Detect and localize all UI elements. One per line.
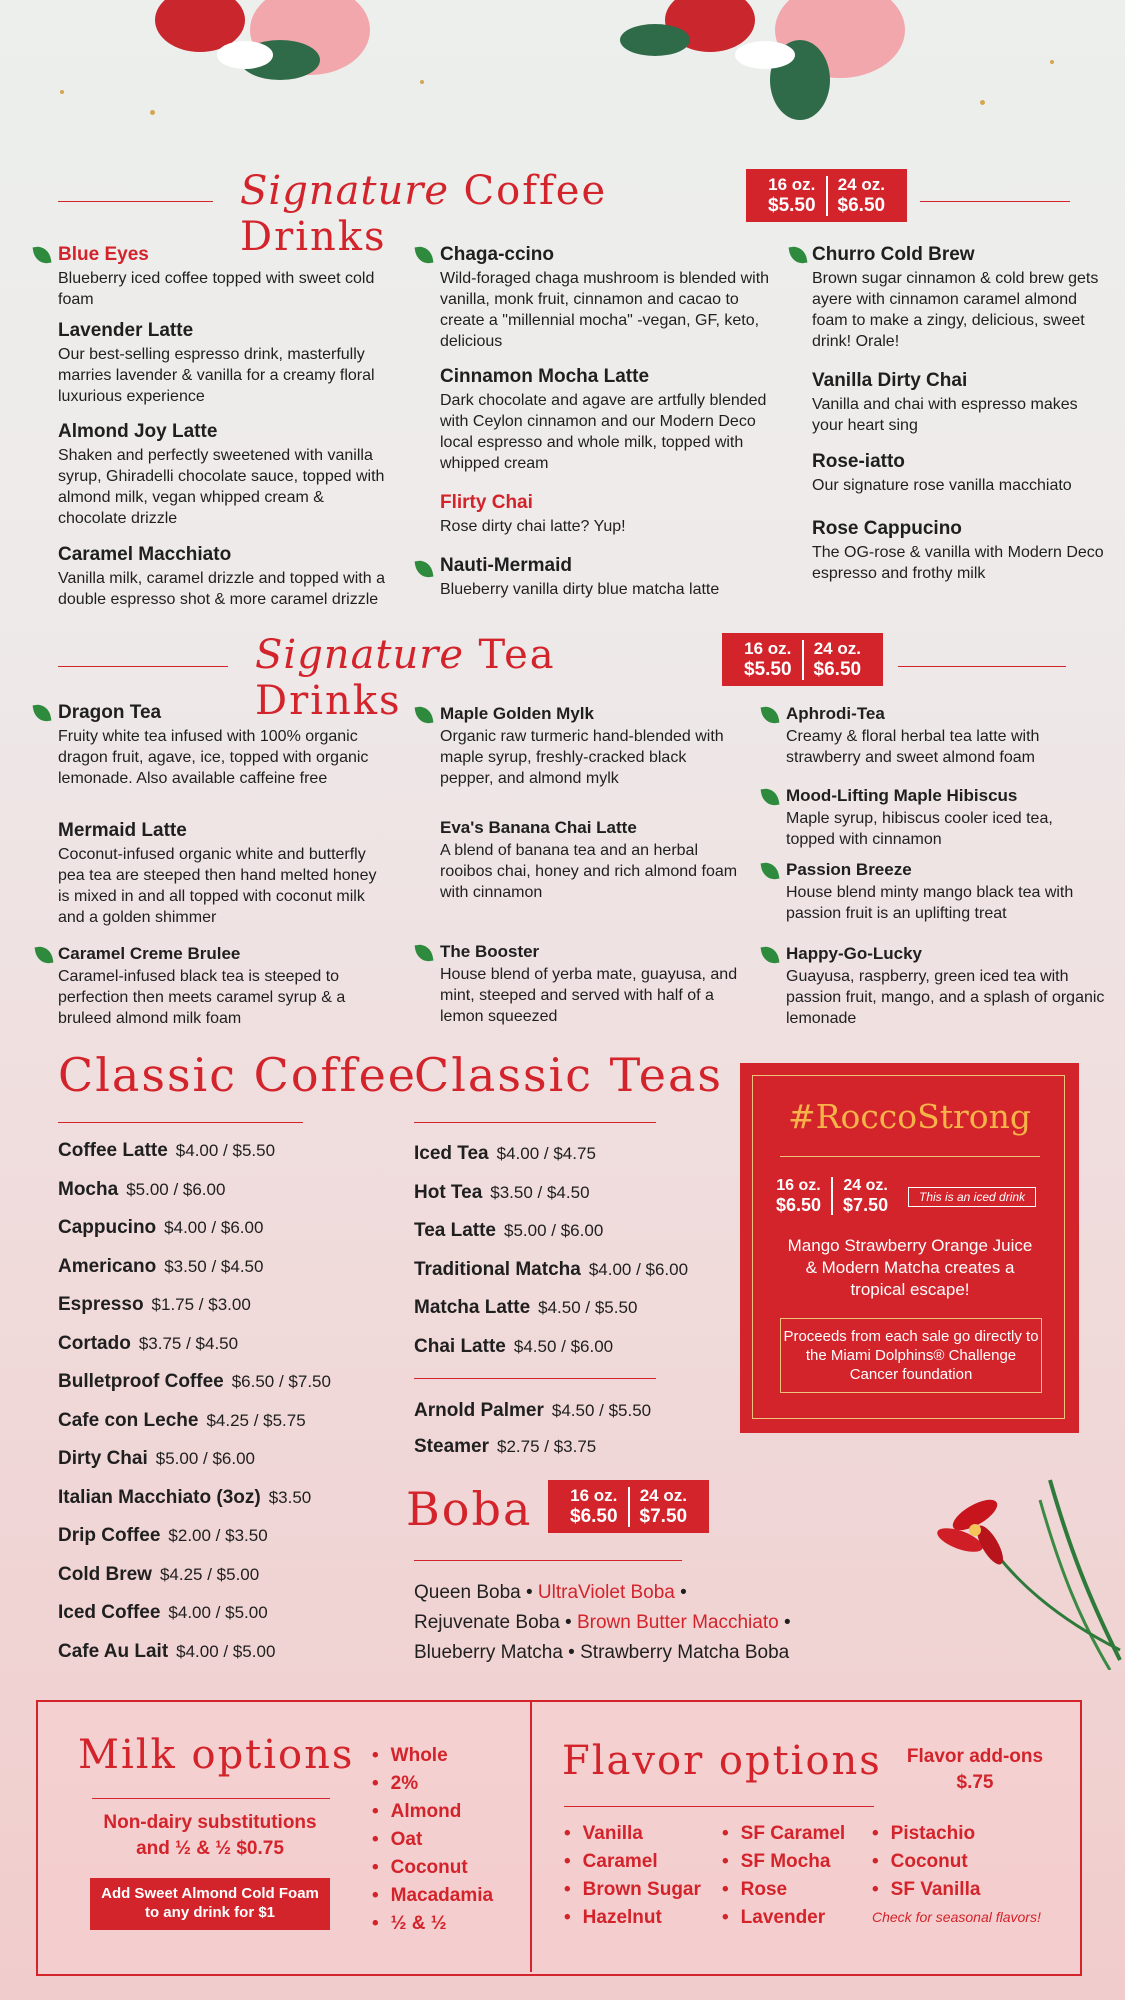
item-name: Hot Tea: [414, 1181, 483, 1203]
milk-option: • Coconut: [372, 1854, 493, 1882]
size-large: 24 oz.: [813, 639, 861, 658]
item-name: Cold Brew: [58, 1563, 152, 1585]
item-name: Eva's Banana Chai Latte: [440, 818, 637, 837]
menu-item: [440, 366, 775, 474]
item-name: Maple Golden Mylk: [440, 704, 594, 723]
divider-line: [58, 1122, 303, 1123]
size-small: 16 oz.: [744, 639, 792, 658]
boba-flavor: Queen Boba •: [414, 1582, 538, 1603]
leaf-icon: [761, 787, 780, 808]
list-item: [58, 1448, 398, 1487]
item-name: Passion Breeze: [786, 860, 912, 879]
item-name: Churro Cold Brew: [812, 244, 975, 265]
rocco-sizes: [776, 1176, 888, 1217]
flavor-option: • Lavender: [722, 1904, 845, 1932]
price-large: $7.50: [843, 1195, 889, 1216]
rose-bouquet-icon: [0, 0, 1125, 150]
item-name: Traditional Matcha: [414, 1258, 581, 1280]
list-item: [414, 1143, 754, 1182]
menu-item: [58, 320, 388, 407]
flavor-options-title: Flavor options: [562, 1738, 882, 1784]
classic-coffee-list: [58, 1140, 398, 1679]
item-price: $5.00 / $6.00: [155, 1449, 256, 1468]
boba-flavor-list: [414, 1578, 854, 1668]
item-name: Americano: [58, 1255, 157, 1277]
menu-item: [812, 244, 1112, 352]
item-price: $4.50 / $5.50: [551, 1401, 652, 1420]
item-name: Cafe Au Lait: [58, 1640, 169, 1662]
flavor-option: • Rose: [722, 1876, 845, 1904]
item-name: Steamer: [414, 1436, 489, 1457]
item-price: $4.00 / $4.75: [496, 1144, 596, 1163]
list-item: [58, 1487, 398, 1526]
size-large: 24 oz.: [843, 1177, 888, 1194]
item-name: Chaga-ccino: [440, 244, 555, 265]
classic-teas-title: Classic Teas: [414, 1048, 724, 1102]
coffee-title-script: Signature: [240, 168, 450, 214]
leaf-icon: [33, 703, 52, 724]
flavor-option: • Caramel: [564, 1848, 701, 1876]
item-price: $2.00 / $3.50: [168, 1526, 268, 1545]
list-item: [58, 1256, 398, 1295]
menu-item: [58, 421, 388, 529]
menu-item: [786, 860, 1106, 924]
menu-item: [440, 492, 775, 537]
item-price: $4.25 / $5.00: [159, 1564, 260, 1584]
item-desc: Creamy & floral herbal tea latte with strawberry and sweet almond foam: [786, 728, 1040, 766]
rocco-description: Mango Strawberry Orange Juice & Modern Matcha creates a tropical escape!: [787, 1236, 1033, 1299]
divider-line: [58, 666, 228, 667]
menu-item: [440, 244, 775, 352]
item-name: Matcha Latte: [414, 1297, 531, 1318]
item-name: Coffee Latte: [58, 1140, 168, 1161]
milk-option: • Whole: [372, 1742, 493, 1770]
price-small: $5.50: [744, 658, 792, 680]
item-name: Mood-Lifting Maple Hibiscus: [786, 786, 1018, 805]
item-desc: Organic raw turmeric hand-blended with maple syrup, freshly-cracked black pepper, and almond mylk: [440, 728, 724, 787]
milk-option: • ½ & ½: [372, 1910, 493, 1938]
leaf-icon: [33, 245, 52, 266]
list-item: [58, 1525, 398, 1564]
list-item: [414, 1259, 754, 1298]
item-name: Cafe con Leche: [58, 1409, 199, 1431]
list-item: [414, 1220, 754, 1259]
item-name: The Booster: [440, 942, 540, 961]
gold-fleck: [420, 80, 424, 84]
item-name: Almond Joy Latte: [58, 421, 218, 442]
list-item: [58, 1564, 398, 1603]
price-large: $6.50: [813, 658, 862, 680]
item-desc: Our signature rose vanilla macchiato: [812, 477, 1072, 494]
price-large: $7.50: [639, 1505, 688, 1527]
item-name: Bulletproof Coffee: [58, 1371, 224, 1392]
menu-item: [440, 555, 775, 600]
item-name: Nauti-Mermaid: [440, 555, 572, 576]
list-item: [414, 1297, 754, 1336]
item-desc: Shaken and perfectly sweetened with vanilla syrup, Ghiradelli chocolate sauce, topped with almond milk, vegan whipped cream & chocolate drizzle: [58, 447, 385, 527]
item-price: $3.50: [268, 1487, 312, 1507]
list-item: [58, 1371, 398, 1410]
size-large: 24 oz.: [837, 175, 885, 194]
options-divider: [530, 1702, 532, 1972]
divider-line: [58, 201, 213, 202]
divider-line: [92, 1798, 330, 1799]
milk-option: • Almond: [372, 1798, 493, 1826]
flavor-list-col2: [722, 1820, 845, 1932]
item-desc: Vanilla and chai with espresso makes your heart sing: [812, 396, 1078, 434]
menu-item: [58, 820, 378, 928]
item-desc: Rose dirty chai latte? Yup!: [440, 518, 626, 535]
item-name: Caramel Creme Brulee: [58, 944, 241, 963]
item-name: Cappucino: [58, 1217, 157, 1238]
item-price: $3.50 / $4.50: [164, 1256, 264, 1276]
item-price: $5.00 / $6.00: [504, 1221, 604, 1240]
price-large: $6.50: [837, 194, 886, 216]
item-desc: Vanilla milk, caramel drizzle and topped with a double espresso shot & more caramel drizzle: [58, 570, 385, 608]
price-small: $5.50: [768, 194, 816, 216]
proceeds-box: [780, 1318, 1042, 1393]
boba-flavor: Blueberry Matcha • Strawberry Matcha Boba: [414, 1642, 790, 1663]
classic-teas-list: [414, 1143, 754, 1374]
item-price: $4.00 / $5.50: [175, 1141, 276, 1160]
divider-line: [920, 201, 1070, 202]
boba-flavor: Brown Butter Macchiato: [576, 1612, 779, 1633]
seasonal-flavors-note: Check for seasonal flavors!: [872, 1909, 1041, 1925]
item-name: Dragon Tea: [58, 702, 162, 723]
menu-item: [786, 704, 1106, 768]
item-price: $4.00 / $5.00: [168, 1603, 268, 1622]
leaf-icon: [761, 861, 780, 882]
list-item: [414, 1336, 754, 1375]
item-price: $4.25 / $5.75: [206, 1410, 306, 1430]
item-name: Drip Coffee: [58, 1525, 161, 1546]
price-small: $6.50: [570, 1505, 618, 1527]
item-price: $4.50 / $6.00: [513, 1336, 614, 1356]
item-name: Dirty Chai: [58, 1448, 148, 1469]
item-desc: House blend of yerba mate, guayusa, and mint, steeped and served with half of a lemon squeezed: [440, 966, 738, 1025]
leaf-icon: [35, 945, 54, 966]
divider-line: [564, 1806, 874, 1807]
leaf-icon: [415, 559, 434, 580]
menu-item: [812, 518, 1112, 584]
item-price: $4.50 / $5.50: [538, 1298, 638, 1317]
separator: •: [778, 1612, 791, 1633]
flavor-option: • Pistachio: [872, 1820, 980, 1848]
item-price: $5.00 / $6.00: [126, 1179, 226, 1199]
flavor-list-col3: [872, 1820, 980, 1904]
proceeds-text: Proceeds from each sale go directly to the Miami Dolphins® Challenge Cancer foundation: [783, 1328, 1039, 1383]
gold-fleck: [1050, 60, 1054, 64]
list-item: [414, 1436, 754, 1475]
size-small: 16 oz.: [570, 1486, 618, 1505]
item-desc: Blueberry iced coffee topped with sweet cold foam: [58, 270, 375, 308]
item-name: Caramel Macchiato: [58, 544, 232, 565]
item-name: Espresso: [58, 1294, 144, 1315]
item-price: $4.00 / $6.00: [588, 1259, 689, 1279]
menu-item: [58, 544, 388, 610]
menu-item: [812, 451, 1112, 496]
gold-fleck: [60, 90, 64, 94]
item-price: $2.75 / $3.75: [497, 1437, 597, 1456]
menu-item: [812, 370, 1112, 436]
item-desc: Dark chocolate and agave are artfully blended with Ceylon cinnamon and our Modern Deco local espresso and whole milk, topped with whipped cream: [440, 392, 767, 472]
rocco-title: #RoccoStrong: [787, 1097, 1032, 1136]
item-name: Arnold Palmer: [414, 1400, 544, 1421]
item-desc: Our best-selling espresso drink, masterfully marries lavender & vanilla for a creamy floral luxurious experience: [58, 346, 375, 405]
list-item: [58, 1410, 398, 1449]
menu-item: [58, 244, 388, 310]
coffee-price-badge: [746, 169, 907, 222]
item-price: $6.50 / $7.50: [231, 1372, 331, 1391]
flavor-option: • Hazelnut: [564, 1904, 701, 1932]
item-desc: House blend minty mango black tea with passion fruit is an uplifting treat: [786, 884, 1074, 922]
tea-title-script: Signature: [255, 632, 465, 678]
milk-options-list: [372, 1742, 493, 1938]
menu-item: [58, 702, 378, 789]
tea-price-badge: [722, 633, 883, 686]
gold-fleck: [980, 100, 985, 105]
tea-title-deco: Tea Drinks: [255, 632, 556, 724]
milk-option: • Oat: [372, 1826, 493, 1854]
floral-header-decoration: [0, 0, 1125, 150]
menu-item: [786, 944, 1106, 1029]
flavor-option: • SF Mocha: [722, 1848, 845, 1876]
leaf-icon: [761, 945, 780, 966]
divider-line: [898, 666, 1066, 667]
menu-item: [440, 704, 740, 789]
item-name: Chai Latte: [414, 1335, 506, 1357]
milk-option: • 2%: [372, 1770, 493, 1798]
non-dairy-substitutions: Non-dairy substitutions and ½ & ½ $0.75: [103, 1812, 317, 1859]
item-name: Vanilla Dirty Chai: [812, 370, 968, 391]
menu-item: [786, 786, 1106, 850]
milk-options-title: Milk options: [78, 1732, 355, 1778]
leaf-icon: [415, 943, 434, 964]
item-desc: Brown sugar cinnamon & cold brew gets ayere with cinnamon caramel almond foam to make a zingy, delicious, sweet drink! Orale!: [812, 270, 1099, 350]
item-desc: Maple syrup, hibiscus cooler iced tea, topped with cinnamon: [786, 810, 1053, 848]
divider-line: [414, 1378, 656, 1379]
item-desc: Guayusa, raspberry, green iced tea with passion fruit, mango, and a splash of organic lemonade: [786, 968, 1105, 1027]
item-name: Cortado: [58, 1332, 131, 1354]
divider-line: [414, 1122, 656, 1123]
size-small: 16 oz.: [776, 1177, 821, 1194]
coffee-title-deco: Coffee Drinks: [240, 168, 608, 260]
item-desc: Coconut-infused organic white and butterfly pea tea are steeped then hand melted honey is mixed in and all topped with coconut milk and a golden shimmer: [58, 846, 377, 926]
item-name: Iced Tea: [414, 1143, 489, 1164]
item-name: Happy-Go-Lucky: [786, 944, 923, 963]
flavor-option: • Coconut: [872, 1848, 980, 1876]
divider-line: [414, 1560, 682, 1561]
list-item: [58, 1602, 398, 1641]
rocco-strong-panel: [740, 1063, 1079, 1433]
classic-teas-extra-list: [414, 1400, 754, 1475]
iced-drink-note: This is an iced drink: [908, 1187, 1036, 1207]
milk-option: • Macadamia: [372, 1882, 493, 1910]
item-desc: Caramel-infused black tea is steeped to perfection then meets caramel syrup & a bruleed almond milk foam: [58, 968, 346, 1027]
item-price: $3.50 / $4.50: [490, 1182, 590, 1202]
list-item: [414, 1400, 754, 1436]
flavor-option: • SF Caramel: [722, 1820, 845, 1848]
list-item: [58, 1333, 398, 1372]
item-price: $4.00 / $6.00: [164, 1218, 264, 1237]
size-large: 24 oz.: [639, 1486, 687, 1505]
item-name: Rose Cappucino: [812, 518, 962, 539]
item-name: Iced Coffee: [58, 1602, 161, 1623]
gold-fleck: [150, 110, 155, 115]
item-name: Aphrodi-Tea: [786, 704, 885, 723]
leaf-icon: [761, 705, 780, 726]
item-desc: The OG-rose & vanilla with Modern Deco espresso and frothy milk: [812, 544, 1104, 582]
boba-flavor: Rejuvenate Boba •: [414, 1612, 577, 1633]
item-price: $4.00 / $5.00: [176, 1641, 276, 1661]
menu-item: [440, 942, 740, 1027]
lily-flower-decoration: [920, 1470, 1125, 1670]
list-item: [58, 1179, 398, 1218]
price-small: $6.50: [776, 1195, 822, 1216]
lily-icon: [920, 1470, 1125, 1670]
item-desc: Blueberry vanilla dirty blue matcha latte: [440, 581, 720, 598]
size-small: 16 oz.: [768, 175, 816, 194]
flavor-list-col1: [564, 1820, 701, 1932]
item-price: $1.75 / $3.00: [151, 1295, 251, 1314]
item-price: $3.75 / $4.50: [138, 1333, 239, 1353]
flavor-option: • SF Vanilla: [872, 1876, 980, 1904]
add-almond-foam-button[interactable]: Add Sweet Almond Cold Foam to any drink for $1: [90, 1878, 330, 1930]
item-name: Mocha: [58, 1178, 119, 1200]
menu-item: [440, 818, 740, 903]
item-name: Mermaid Latte: [58, 820, 187, 841]
flavor-option: • Vanilla: [564, 1820, 701, 1848]
list-item: [58, 1217, 398, 1256]
item-desc: Fruity white tea infused with 100% organic dragon fruit, agave, ice, topped with organic lemonade. Also available caffeine free: [58, 728, 369, 787]
item-desc: A blend of banana tea and an herbal rooibos chai, honey and rich almond foam with cinnamon: [440, 842, 738, 901]
list-item: [58, 1140, 398, 1179]
item-name: Lavender Latte: [58, 320, 194, 341]
item-name: Italian Macchiato (3oz): [58, 1486, 261, 1508]
flavor-option: • Brown Sugar: [564, 1876, 701, 1904]
item-name: Blue Eyes: [58, 244, 149, 265]
leaf-icon: [789, 245, 808, 266]
classic-coffee-title: Classic Coffee: [58, 1048, 418, 1102]
boba-flavor: UltraViolet Boba: [537, 1582, 675, 1603]
item-name: Tea Latte: [414, 1220, 497, 1241]
list-item: [58, 1641, 398, 1680]
item-desc: Wild-foraged chaga mushroom is blended with vanilla, monk fruit, cinnamon and cacao to create a "millennial mocha" -vegan, GF, keto, delicious: [440, 270, 770, 350]
item-name: Rose-iatto: [812, 451, 905, 472]
boba-title: Boba: [406, 1482, 533, 1536]
list-item: [58, 1294, 398, 1333]
list-item: [414, 1182, 754, 1221]
menu-item: [58, 944, 378, 1029]
separator: •: [674, 1582, 687, 1603]
flavor-addons-price: Flavor add-ons $.75: [906, 1746, 1044, 1793]
item-name: Flirty Chai: [440, 492, 533, 513]
item-name: Cinnamon Mocha Latte: [440, 366, 650, 387]
boba-price-badge: [548, 1480, 709, 1533]
